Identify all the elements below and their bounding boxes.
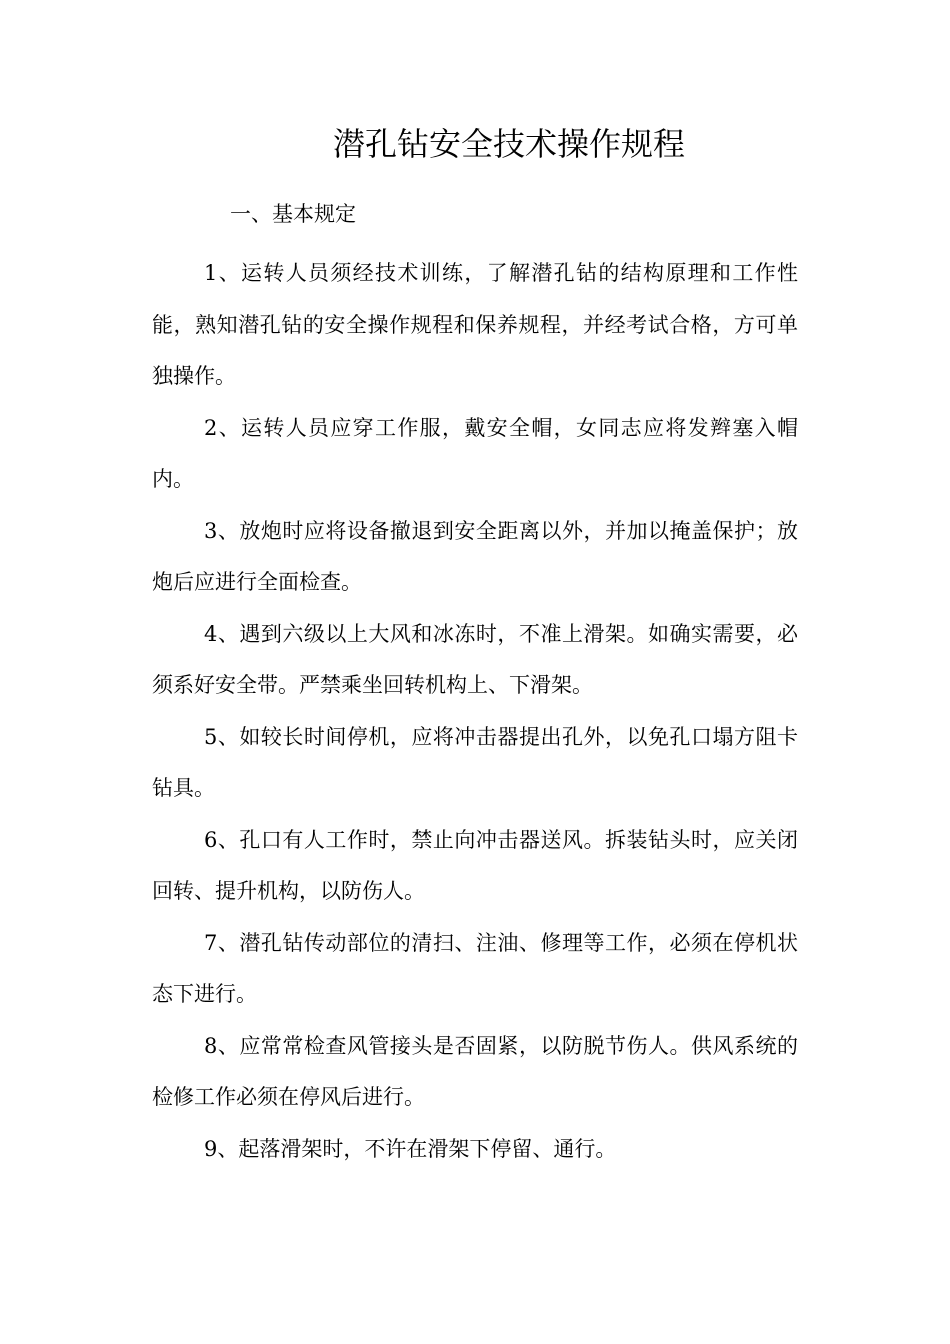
paragraph-rule-9: 9、起落滑架时，不许在滑架下停留、通行。 xyxy=(204,1136,617,1161)
paragraph-rule-6: 6、孔口有人工作时，禁止向冲击器送风。拆装钻头时，应关闭回转、提升机构，以防伤人。 xyxy=(152,827,798,903)
paragraph-rule-4: 4、遇到六级以上大风和冰冻时，不准上滑架。如确实需要，必须系好安全带。严禁乘坐回转机构上、下滑架。 xyxy=(152,621,798,697)
paragraph-rule-1: 1、运转人员须经技术训练，了解潜孔钻的结构原理和工作性能，熟知潜孔钻的安全操作规程和保养规程，并经考试合格，方可单独操作。 xyxy=(152,261,798,388)
paragraph-rule-2: 2、运转人员应穿工作服，戴安全帽，女同志应将发辫塞入帽内。 xyxy=(152,415,798,491)
section-heading: 一、基本规定 xyxy=(230,202,356,226)
paragraph-rule-5: 5、如较长时间停机，应将冲击器提出孔外，以免孔口塌方阻卡钻具。 xyxy=(152,724,798,800)
document-title: 潜孔钻安全技术操作规程 xyxy=(332,125,685,163)
paragraph-rule-7: 7、潜孔钻传动部位的清扫、注油、修理等工作，必须在停机状态下进行。 xyxy=(152,930,798,1006)
paragraph-rule-3: 3、放炮时应将设备撤退到安全距离以外，并加以掩盖保护；放炮后应进行全面检查。 xyxy=(152,518,798,594)
document-body xyxy=(152,248,798,1175)
paragraph-rule-8: 8、应常常检查风管接头是否固紧，以防脱节伤人。供风系统的检修工作必须在停风后进行。 xyxy=(152,1033,798,1109)
